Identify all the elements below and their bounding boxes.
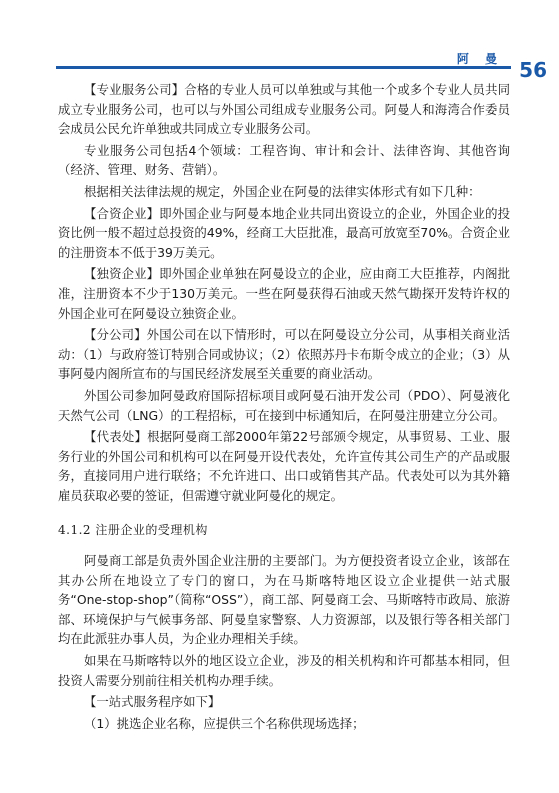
running-header-title: 阿 曼 bbox=[456, 52, 503, 66]
paragraph-oss-procedure-title: 【一站式服务程序如下】 bbox=[84, 694, 221, 710]
paragraph-branch: 【分公司】外国公司在以下情形时，可以在阿曼设立分公司，从事相关商业活动：（1）与政府签订特别合同或协议；（2）依照苏丹卡布斯令成立的企业；（3）从事阿曼内阁所宣布的与国民经济发展至关重要的商业活动。 bbox=[58, 327, 510, 382]
paragraph-professional-services: 【专业服务公司】合格的专业人员可以单独或与其他一个或多个专业人员共同成立专业服务公司，也可以与外国公司组成专业服务公司。阿曼人和海湾合作委员会成员公民允许单独或共同成立专业服务公司。 bbox=[58, 82, 510, 137]
paragraph-sole-proprietorship: 【独资企业】即外国企业单独在阿曼设立的企业，应由商工大臣推荐，内阁批准，注册资本不少于130万美元。一些在阿曼获得石油或天然气勘探开发特许权的外国企业可在阿曼设立独资企业。 bbox=[58, 266, 510, 321]
page-body bbox=[58, 80, 510, 735]
paragraph-step-1: （1）挑选企业名称，应提供三个名称供现场选择； bbox=[84, 715, 365, 731]
header-rule bbox=[56, 66, 511, 69]
paragraph-legal-forms-intro: 根据相关法律法规的规定，外国企业在阿曼的法律实体形式有如下几种： bbox=[84, 183, 481, 199]
paragraph-joint-venture: 【合资企业】即外国企业与阿曼本地企业共同出资设立的企业，外国企业的投资比例一般不超过总投资的49%，经商工大臣批准，最高可放宽至70%。合资企业的注册资本不低于39万美元。 bbox=[58, 205, 510, 260]
page-number: 56 bbox=[519, 58, 547, 82]
paragraph-ministry: 阿曼商工部是负责外国企业注册的主要部门。为方便投资者设立企业，该部在其办公所在地设立了专门的窗口，为在马斯喀特地区设立企业提供一站式服务“One-stop-shop”（简称“OSS”），商工部、阿曼商工会、马斯喀特市政局、旅游部、环境保护与气候事务部、阿曼皇家警察、人力资源部，以及银行等各相关部门均在此派驻办事人员，为企业办理相关手续。 bbox=[58, 553, 510, 647]
paragraph-representative-office: 【代表处】根据阿曼商工部2000年第22号部颁令规定，从事贸易、工业、服务行业的外国公司和机构可以在阿曼开设代表处，允许宣传其公司生产的产品或服务，直接同用户进行联络；不允许进口、出口或销售其产品。代表处可以为其外籍雇员获取必要的签证，但需遵守就业阿曼化的规定。 bbox=[58, 429, 510, 503]
paragraph-outside-muscat: 如果在马斯喀特以外的地区设立企业，涉及的相关机构和许可都基本相同，但投资人需要分别前往相关机构办理手续。 bbox=[58, 653, 510, 688]
paragraph-branch-tender: 外国公司参加阿曼政府国际招标项目或阿曼石油开发公司（PDO）、阿曼液化天然气公司（LNG）的工程招标，可在接到中标通知后，在阿曼注册建立分公司。 bbox=[58, 387, 510, 423]
page-header bbox=[0, 0, 559, 80]
paragraph-service-fields: 专业服务公司包括4个领域：工程咨询、审计和会计、法律咨询、其他咨询（经济、管理、财务、营销）。 bbox=[58, 142, 510, 178]
section-heading: 4.1.2 注册企业的受理机构 bbox=[58, 523, 208, 538]
